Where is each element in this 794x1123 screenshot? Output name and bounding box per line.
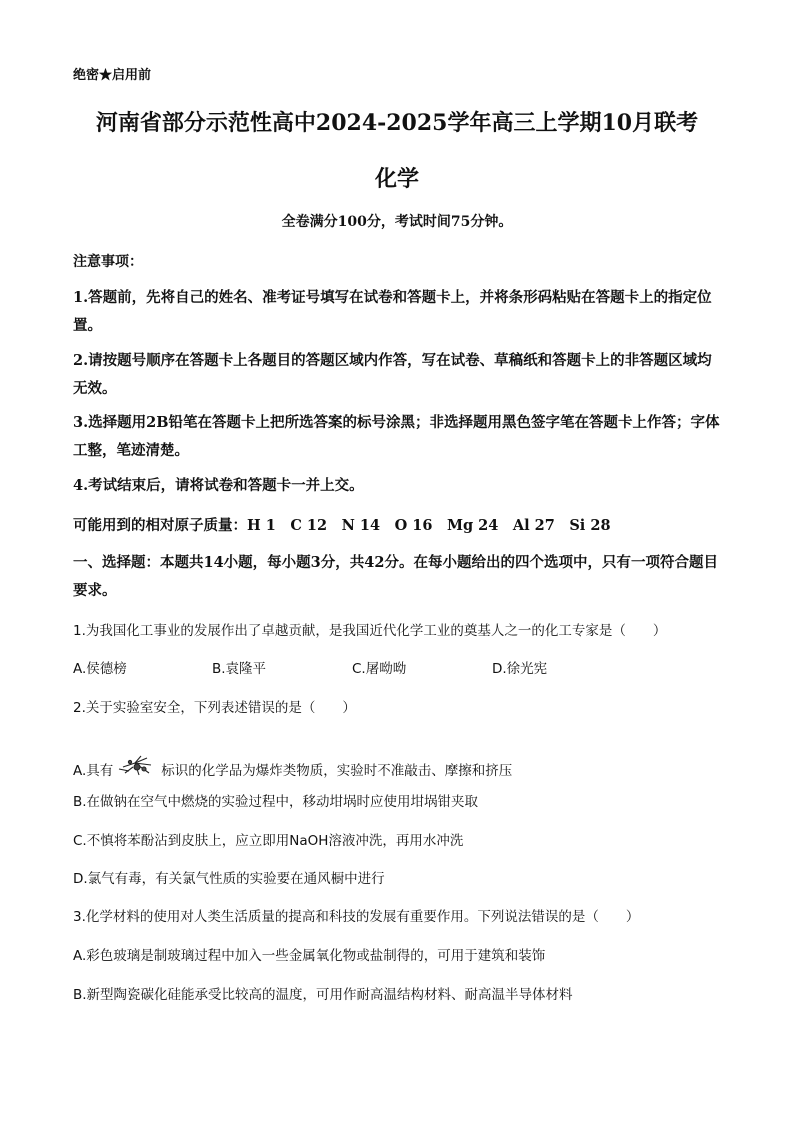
score-time-note: 全卷满分100分，考试时间75分钟。 xyxy=(281,214,513,230)
subject-title: 化学 xyxy=(374,166,419,192)
question-2-stem: 2.关于实验室安全，下列表述错误的是（ ） xyxy=(73,700,356,716)
question-1-option-a: A.侯德榜 xyxy=(73,661,127,677)
notice-title: 注意事项： xyxy=(73,254,143,270)
question-1-option-b: B.袁隆平 xyxy=(212,661,267,677)
question-2-option-a xyxy=(73,753,512,781)
question-3-stem: 3.化学材料的使用对人类生活质量的提高和科技的发展有重要作用。下列说法错误的是（ ） xyxy=(73,909,640,925)
section-heading: 一、选择题：本题共14小题，每小题3分，共42分。在每小题给出的四个选项中，只有一项符合题目要求。 xyxy=(73,554,718,599)
question-3-option-b: B.新型陶瓷碳化硅能承受比较高的温度，可用作耐高温结构材料、耐高温半导体材料 xyxy=(73,987,573,1003)
exam-title: 河南省部分示范性高中2024-2025学年高三上学期10月联考 xyxy=(95,110,699,136)
notice-item-3: 3.选择题用2B铅笔在答题卡上把所选答案的标号涂黑；非选择题用黑色签字笔在答题卡上作答；字体工整，笔迹清楚。 xyxy=(73,414,720,459)
question-3-option-a: A.彩色玻璃是制玻璃过程中加入一些金属氧化物或盐制得的，可用于建筑和装饰 xyxy=(73,948,546,964)
notice-item-4: 4.考试结束后，请将试卷和答题卡一并上交。 xyxy=(73,477,364,494)
notice-item-2: 2.请按题号顺序在答题卡上各题目的答题区域内作答，写在试卷、草稿纸和答题卡上的非答题区域均无效。 xyxy=(73,352,712,397)
question-2-option-a-prefix: A.具有 xyxy=(73,763,114,779)
question-2-option-c: C.不慎将苯酚沾到皮肤上，应立即用NaOH溶液冲洗，再用水冲洗 xyxy=(73,833,464,849)
notice-item-1: 1.答题前，先将自己的姓名、准考证号填写在试卷和答题卡上，并将条形码粘贴在答题卡上的指定位置。 xyxy=(73,289,712,334)
question-2-option-d: D.氯气有毒，有关氯气性质的实验要在通风橱中进行 xyxy=(73,871,385,887)
explosive-hazard-icon xyxy=(115,753,159,781)
question-1-stem: 1.为我国化工事业的发展作出了卓越贡献，是我国近代化学工业的奠基人之一的化工专家是（ ） xyxy=(73,623,667,639)
confidential-label: 绝密★启用前 xyxy=(73,68,152,83)
question-1-option-c: C.屠呦呦 xyxy=(352,661,407,677)
question-2-option-a-text: 标识的化学品为爆炸类物质，实验时不准敲击、摩擦和挤压 xyxy=(161,763,513,779)
question-2-option-b: B.在做钠在空气中燃烧的实验过程中，移动坩埚时应使用坩埚钳夹取 xyxy=(73,794,479,810)
atomic-masses: 可能用到的相对原子质量：H 1 C 12 N 14 O 16 Mg 24 Al 27 Si 28 xyxy=(73,517,611,534)
question-1-option-d: D.徐光宪 xyxy=(492,661,548,677)
